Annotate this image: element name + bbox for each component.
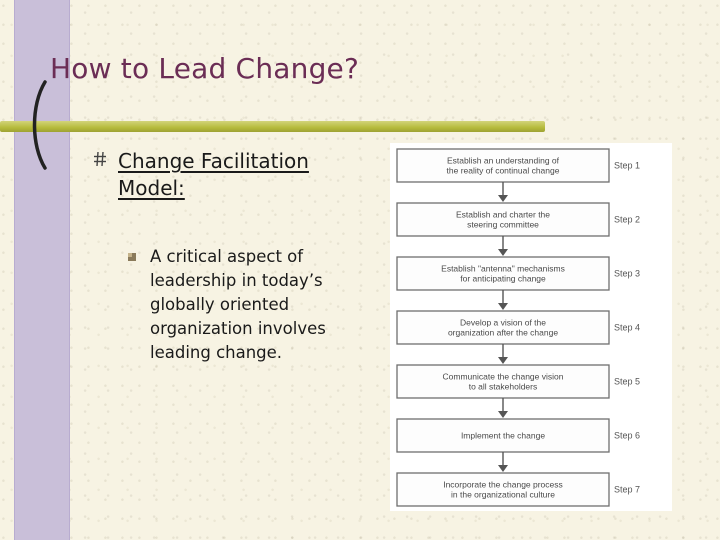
flow-arrow-head-icon: [498, 303, 508, 310]
flow-arrow-head-icon: [498, 249, 508, 256]
flow-step-label: Step 1: [614, 160, 641, 171]
bullet-sub-text: A critical aspect of leadership in today’s globally oriented organization involves leading change.: [150, 247, 326, 362]
hash-bullet-icon: [94, 152, 106, 166]
square-bullet-icon: [127, 252, 137, 262]
change-model-flowchart: [390, 143, 672, 511]
flow-step-box-text: the reality of continual change: [446, 165, 560, 176]
flow-arrow-head-icon: [498, 465, 508, 472]
flow-step-box-text: steering committee: [467, 219, 539, 230]
bullet-heading-text: Change Facilitation Model:: [118, 149, 309, 200]
flow-arrow-head-icon: [498, 357, 508, 364]
title-underline-bar: [0, 121, 545, 132]
flow-step: [397, 311, 640, 364]
flow-step: [397, 365, 640, 418]
flow-step-box-text: organization after the change: [447, 327, 559, 338]
flow-step-box-text: Establish an understanding of: [447, 155, 559, 166]
flowchart-canvas: [390, 143, 672, 511]
bullet-heading: [118, 148, 358, 202]
flow-step-label: Step 5: [614, 376, 641, 387]
flow-step: [397, 149, 640, 202]
flow-step: [397, 419, 640, 472]
flow-arrow-head-icon: [498, 411, 508, 418]
flow-step-box-text: Establish and charter the: [455, 209, 551, 220]
flow-arrow-head-icon: [498, 195, 508, 202]
flow-step-label: Step 3: [614, 268, 641, 279]
decorative-bracket: [27, 80, 57, 170]
flow-step: [397, 473, 640, 506]
flow-step: [397, 203, 640, 256]
flow-step-label: Step 7: [614, 484, 641, 495]
flow-step-label: Step 2: [614, 214, 641, 225]
flow-step: [397, 257, 640, 310]
flow-step-box-text: Develop a vision of the: [460, 317, 546, 328]
flow-step-label: Step 4: [614, 322, 641, 333]
slide-title: How to Lead Change?: [50, 52, 360, 85]
flow-step-box-text: Implement the change: [460, 430, 546, 441]
flow-step-label: Step 6: [614, 430, 641, 441]
flow-step-box-text: for anticipating change: [460, 273, 546, 284]
flow-step-box-text: Establish "antenna" mechanisms: [441, 263, 565, 274]
flow-step-box-text: to all stakeholders: [468, 381, 538, 392]
flow-step-box-text: Incorporate the change process: [443, 479, 563, 490]
flow-step-box-text: Communicate the change vision: [442, 371, 564, 382]
flow-step-box-text: in the organizational culture: [451, 489, 555, 500]
